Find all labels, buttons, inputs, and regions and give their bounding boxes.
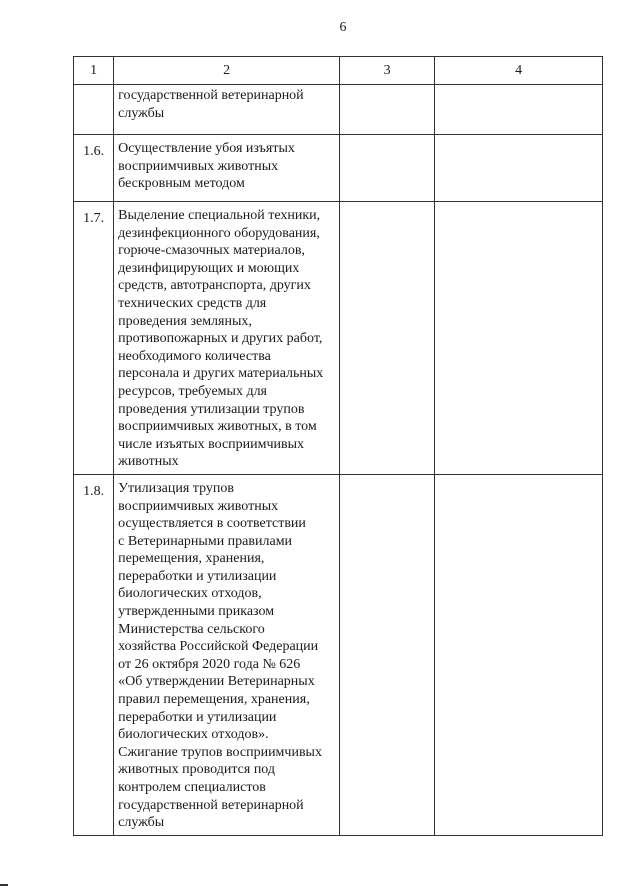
description-line: дезинфекционного оборудования, bbox=[118, 225, 320, 241]
description-line: восприимчивых животных, в том bbox=[118, 419, 317, 435]
row-col-3 bbox=[339, 474, 434, 835]
description-line: дезинфицирующих и моющих bbox=[118, 260, 300, 276]
description-line: ресурсов, требуемых для bbox=[118, 383, 267, 399]
row-col-4 bbox=[435, 135, 603, 202]
row-col-4 bbox=[435, 85, 603, 135]
row-description bbox=[114, 202, 340, 475]
description-line: числе изъятых восприимчивых bbox=[118, 436, 305, 452]
page-edge-mark bbox=[0, 884, 8, 886]
description-line: осуществляется в соответствии bbox=[118, 516, 306, 532]
document-table bbox=[73, 56, 603, 836]
row-number: 1.7. bbox=[74, 202, 114, 475]
page-number: 6 bbox=[339, 20, 347, 35]
description-line: биологических отходов, bbox=[118, 586, 262, 602]
description-line: животных проводится под bbox=[118, 762, 276, 778]
row-col-3 bbox=[339, 85, 434, 135]
description-line: противопожарных и других работ, bbox=[118, 331, 323, 347]
row-col-3 bbox=[339, 202, 434, 475]
table-row bbox=[74, 85, 603, 135]
description-line: службы bbox=[118, 815, 165, 831]
description-line: животных bbox=[118, 454, 179, 470]
description-line: Сжигание трупов восприимчивых bbox=[118, 744, 322, 760]
header-col-1: 1 bbox=[74, 57, 114, 85]
description-line: государственной ветеринарной bbox=[118, 797, 304, 813]
table-row bbox=[74, 135, 603, 202]
description-line: средств, автотранспорта, других bbox=[118, 278, 311, 294]
description-line: контролем специалистов bbox=[118, 780, 266, 795]
description-line: хозяйства Российской Федерации bbox=[118, 639, 319, 655]
description-line: восприимчивых животных bbox=[118, 498, 279, 514]
row-description bbox=[114, 85, 340, 135]
row-description bbox=[114, 474, 340, 835]
header-col-2: 2 bbox=[114, 57, 340, 85]
description-line: «Об утверждении Ветеринарных bbox=[118, 674, 315, 690]
description-line: необходимого количества bbox=[118, 348, 271, 364]
row-col-3 bbox=[339, 135, 434, 202]
row-col-4 bbox=[435, 202, 603, 475]
row-description bbox=[114, 135, 340, 202]
table-header-row bbox=[74, 57, 603, 85]
description-line: государственной ветеринарной bbox=[118, 88, 304, 103]
description-line: перемещения, хранения, bbox=[118, 551, 265, 567]
description-line: службы bbox=[118, 105, 165, 121]
header-col-4: 4 bbox=[435, 57, 603, 85]
description-line: проведения утилизации трупов bbox=[118, 401, 305, 417]
description-line: переработки и утилизации bbox=[118, 709, 277, 725]
description-line: биологических отходов». bbox=[118, 727, 269, 743]
row-number: 1.8. bbox=[74, 474, 114, 835]
description-line: персонала и других материальных bbox=[118, 366, 324, 382]
description-line: Министерства сельского bbox=[118, 621, 265, 637]
description-line: переработки и утилизации bbox=[118, 568, 277, 584]
header-col-3: 3 bbox=[339, 57, 434, 85]
row-col-4 bbox=[435, 474, 603, 835]
description-line: от 26 октября 2020 года № 626 bbox=[118, 656, 301, 672]
description-line: технических средств для bbox=[118, 295, 267, 311]
description-line: проведения земляных, bbox=[118, 313, 252, 329]
description-line: правил перемещения, хранения, bbox=[118, 692, 310, 708]
description-line: восприимчивых животных bbox=[118, 158, 279, 174]
description-line: с Ветеринарными правилами bbox=[118, 533, 293, 549]
description-line: бескровным методом bbox=[118, 176, 245, 192]
table-row bbox=[74, 474, 603, 835]
table-row bbox=[74, 202, 603, 475]
description-line: Утилизация трупов bbox=[118, 480, 235, 496]
description-line: Выделение специальной техники, bbox=[118, 208, 321, 223]
row-number: 1.6. bbox=[74, 135, 114, 202]
description-line: утвержденными приказом bbox=[118, 604, 275, 620]
row-number bbox=[74, 85, 114, 135]
description-line: Осуществление убоя изъятых bbox=[118, 141, 295, 156]
description-line: горюче-смазочных материалов, bbox=[118, 243, 305, 259]
